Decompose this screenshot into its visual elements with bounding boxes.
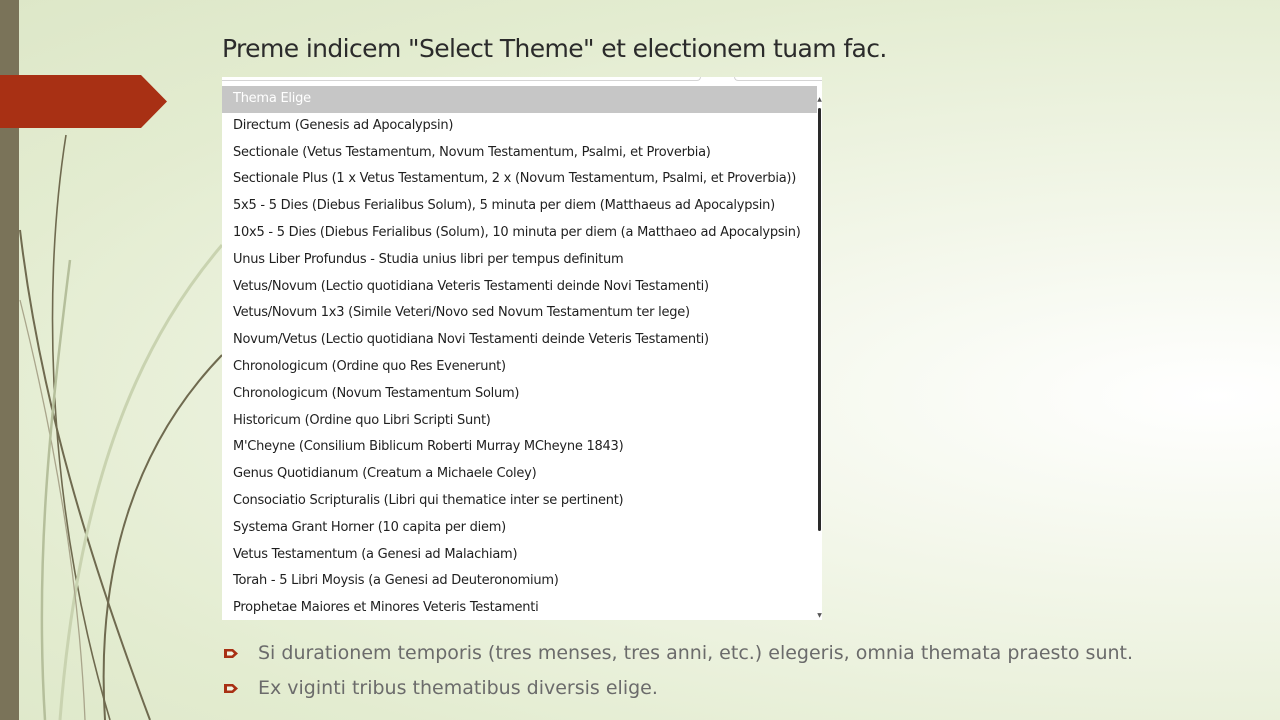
scroll-up-arrow-icon[interactable]: ▲ — [817, 96, 822, 103]
bullet-text: Ex viginti tribus thematibus diversis elige. — [258, 677, 658, 699]
theme-option[interactable]: Sectionale Plus (1 x Vetus Testamentum, 2 x (Novum Testamentum, Psalmi, et Proverbia)) — [233, 171, 797, 187]
theme-option[interactable]: Unus Liber Profundus - Studia unius libri per tempus definitum — [233, 251, 624, 267]
adjacent-control-edge — [734, 77, 822, 81]
theme-option[interactable]: M'Cheyne (Consilium Biblicum Roberti Murray MCheyne 1843) — [233, 439, 624, 455]
theme-option[interactable]: Genus Quotidianum (Creatum a Michaele Coley) — [233, 466, 537, 482]
bullet-text: Si durationem temporis (tres menses, tres anni, etc.) elegeris, omnia themata praesto sunt. — [258, 642, 1134, 664]
theme-option[interactable]: Historicum (Ordine quo Libri Scripti Sunt) — [233, 412, 491, 428]
bullet-item — [222, 638, 1133, 673]
select-box-edge — [222, 77, 701, 81]
bullet-item — [222, 673, 1133, 708]
theme-option[interactable]: 5x5 - 5 Dies (Diebus Ferialibus Solum), 5 minuta per diem (Matthaeus ad Apocalypsin) — [233, 198, 775, 214]
theme-option[interactable]: Chronologicum (Ordine quo Res Evenerunt) — [233, 358, 506, 374]
theme-option[interactable]: Vetus/Novum (Lectio quotidiana Veteris Testamenti deinde Novi Testamenti) — [233, 278, 709, 294]
theme-option[interactable]: Novum/Vetus (Lectio quotidiana Novi Testamenti deinde Veteris Testamenti) — [233, 332, 709, 348]
theme-option[interactable]: Directum (Genesis ad Apocalypsin) — [233, 117, 454, 133]
theme-option[interactable]: Vetus/Novum 1x3 (Simile Veteri/Novo sed Novum Testamentum ter lege) — [233, 305, 690, 321]
theme-option[interactable]: Vetus Testamentum (a Genesi ad Malachiam) — [233, 546, 518, 562]
theme-option[interactable]: 10x5 - 5 Dies (Diebus Ferialibus (Solum), 10 minuta per diem (a Matthaeo ad Apocalypsin) — [233, 224, 801, 240]
theme-option[interactable]: Systema Grant Horner (10 capita per diem) — [233, 519, 506, 535]
theme-option[interactable]: Prophetae Maiores et Minores Veteris Testamenti — [233, 600, 539, 616]
slide-title: Preme indicem "Select Theme" et electionem tuam fac. — [222, 34, 887, 63]
theme-option-list[interactable] — [222, 86, 817, 620]
dropdown-scrollbar[interactable] — [817, 86, 822, 620]
option-placeholder[interactable]: Thema Elige — [222, 86, 817, 113]
theme-option[interactable]: Sectionale (Vetus Testamentum, Novum Testamentum, Psalmi, et Proverbia) — [233, 144, 711, 160]
theme-option[interactable]: Torah - 5 Libri Moysis (a Genesi ad Deuteronomium) — [233, 573, 559, 589]
arrow-bullet-icon — [224, 683, 238, 694]
scroll-down-arrow-icon[interactable]: ▼ — [817, 612, 822, 619]
arrow-bullet-icon — [224, 648, 238, 659]
theme-option[interactable]: Chronologicum (Novum Testamentum Solum) — [233, 385, 520, 401]
theme-dropdown-screenshot — [222, 77, 822, 620]
bullet-list — [222, 638, 1133, 708]
theme-option[interactable]: Consociatio Scripturalis (Libri qui thematice inter se pertinent) — [233, 492, 624, 508]
scroll-thumb[interactable] — [818, 108, 821, 531]
title-arrow-banner — [0, 75, 167, 128]
